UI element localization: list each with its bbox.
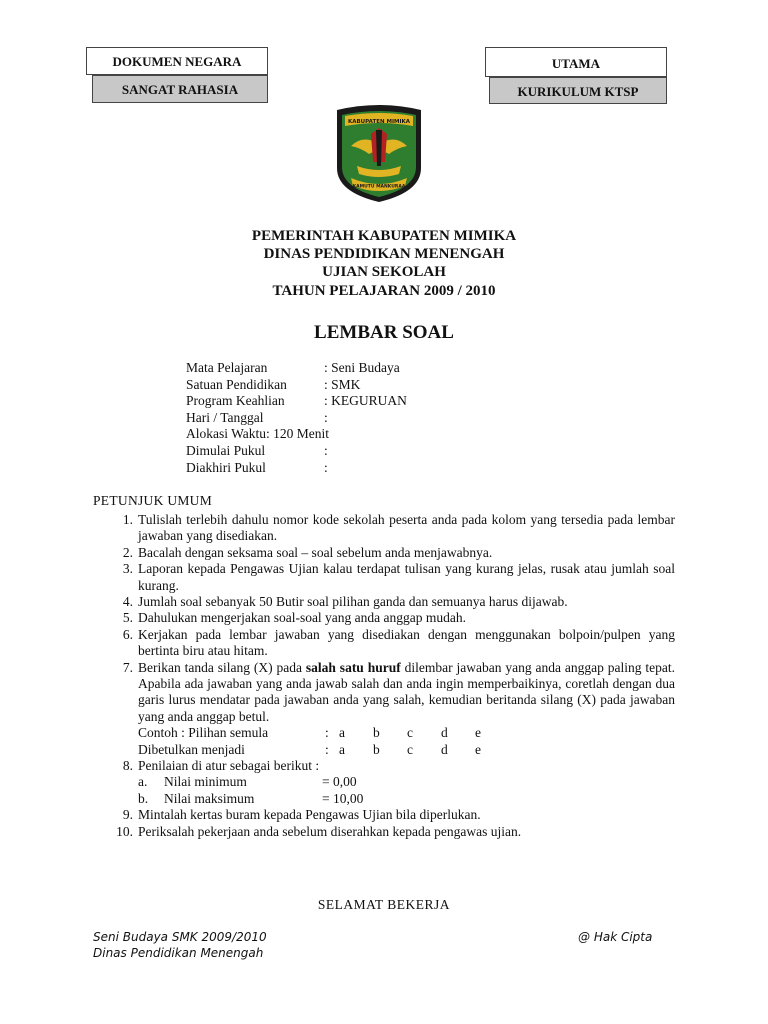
info-label: Diakhiri Pukul <box>186 459 266 475</box>
footer-department: Dinas Pendidikan Menengah <box>93 946 264 960</box>
sheet-title: LEMBAR SOAL <box>314 322 454 343</box>
list-item: 5. Dahulukan mengerjakan soal-soal yang anda anggap mudah. <box>122 610 467 626</box>
info-label: Alokasi Waktu: 120 Menit <box>186 426 330 442</box>
logo-bottom-text: KAMUTU MANKURAA <box>352 184 406 190</box>
list-item: 8. Penilaian di atur sebagai berikut : a. Nilai minimum = 0,00 b. Nilai maksimum = 10,00 <box>113 758 675 807</box>
info-label: Satuan Pendidikan <box>186 376 287 392</box>
title-school-year: TAHUN PELAJARAN 2009 / 2010 <box>272 283 496 299</box>
list-item: 6. Kerjakan pada lembar jawaban yang disediakan dengan menggunakan bolpoin/pulpen yang bertinta biru atau hitam. <box>122 626 675 659</box>
title-exam: UJIAN SEKOLAH <box>322 264 446 280</box>
info-value: : <box>324 409 328 425</box>
info-value: : KEGURUAN <box>324 393 407 409</box>
info-label: Hari / Tanggal <box>186 409 264 425</box>
list-item: 3. Laporan kepada Pengawas Ujian kalau terdapat tulisan yang kurang jelas, rusak atau jumlah soal kurang. <box>122 561 675 593</box>
info-value: : SMK <box>324 376 361 392</box>
list-item: 7. Berikan tanda silang (X) pada salah satu huruf dilembar jawaban yang anda anggap paling tepat. Apabila ada jawaban yang anda jawab salah dan anda ingin memperbaikinya, coretlah dengan dua garis lurus mendatar pada jawaban anda yang salah, kemudian beritanda silang (X) pada jawaban yang anda anggap betul. Contoh : Pilihan semula : a b c d e Dibetulkan menjadi : a b c d e <box>122 659 675 757</box>
label-utama: UTAMA <box>485 47 667 77</box>
score-max: b. Nilai maksimum = 10,00 <box>138 790 364 806</box>
list-item: 9. Mintalah kertas buram kepada Pengawas Ujian bila diperlukan. <box>122 807 481 823</box>
info-value: : <box>324 459 328 475</box>
info-label: Program Keahlian <box>186 393 285 409</box>
title-department: DINAS PENDIDIKAN MENENGAH <box>263 246 505 262</box>
footer-subject: Seni Budaya SMK 2009/2010 <box>93 930 267 944</box>
logo-top-text: KABUPATEN MIMIKA <box>347 119 411 125</box>
list-item: 4. Jumlah soal sebanyak 50 Butir soal pilihan ganda dan semuanya harus dijawab. <box>122 594 568 610</box>
label-dokumen-negara: DOKUMEN NEGARA <box>86 47 268 75</box>
closing-text: SELAMAT BEKERJA <box>317 897 451 912</box>
list-item: 1. Tulislah terlebih dahulu nomor kode sekolah peserta anda pada kolom yang tersedia pada lembar jawaban yang disediakan. <box>122 512 675 544</box>
info-label: Mata Pelajaran <box>186 360 268 375</box>
footer-copyright: @ Hak Cipta <box>578 930 653 944</box>
info-value: : <box>324 442 328 458</box>
emphasis-text: salah satu huruf <box>305 659 401 675</box>
example-corrected: Dibetulkan menjadi : a b c d e <box>138 741 481 757</box>
instructions-heading: PETUNJUK UMUM <box>93 493 213 508</box>
score-min: a. Nilai minimum = 0,00 <box>138 774 357 790</box>
info-label: Dimulai Pukul <box>186 442 266 458</box>
list-item: 10. Periksalah pekerjaan anda sebelum diserahkan kepada pengawas ujian. <box>116 823 522 839</box>
instructions-list <box>113 512 675 840</box>
list-item: 2. Bacalah dengan seksama soal – soal sebelum anda menjawabnya. <box>122 544 493 560</box>
emblem-logo <box>333 104 425 204</box>
title-government: PEMERINTAH KABUPATEN MIMIKA <box>251 228 517 244</box>
label-sangat-rahasia: SANGAT RAHASIA <box>92 75 268 103</box>
info-value: : Seni Budaya <box>324 360 400 375</box>
label-kurikulum: KURIKULUM KTSP <box>489 77 667 104</box>
footer-left <box>93 929 267 961</box>
example-original: Contoh : Pilihan semula : a b c d e <box>138 725 481 741</box>
